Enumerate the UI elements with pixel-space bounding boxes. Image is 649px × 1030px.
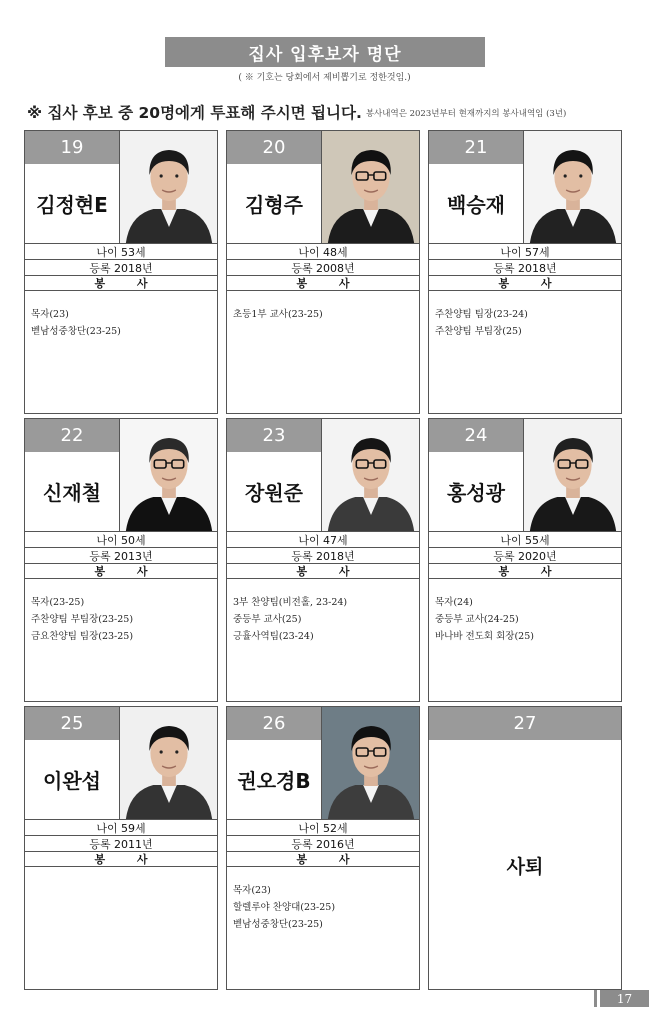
candidate-number: 27 xyxy=(429,707,621,740)
portrait-figure xyxy=(120,707,218,819)
candidate-name: 이완섭 xyxy=(43,769,101,793)
candidate-age: 나이 52세 xyxy=(227,819,419,835)
service-item: 초등1부 교사(23-25) xyxy=(233,309,323,320)
candidate-card-25 xyxy=(24,706,218,990)
service-list xyxy=(31,306,213,340)
page-number: 17 xyxy=(600,990,649,1007)
candidate-number: 23 xyxy=(227,419,321,452)
service-item: 주찬양팀 부팀장(25) xyxy=(435,326,522,337)
candidate-age: 나이 50세 xyxy=(25,531,217,547)
candidate-info xyxy=(227,243,419,291)
candidate-info xyxy=(227,819,419,867)
candidate-card-20 xyxy=(226,130,420,414)
portrait-figure xyxy=(322,419,420,531)
eye-right xyxy=(579,174,582,177)
candidate-info xyxy=(25,531,217,579)
candidate-name: 권오경B xyxy=(237,769,311,793)
candidate-photo xyxy=(119,707,218,819)
candidate-info xyxy=(25,819,217,867)
eye-right xyxy=(175,750,178,753)
eye-left xyxy=(160,750,163,753)
candidate-number: 20 xyxy=(227,131,321,164)
candidate-name: 백승재 xyxy=(447,193,505,217)
service-item: 주찬양팀 부팀장(23-25) xyxy=(31,614,134,625)
service-list xyxy=(233,594,415,645)
service-heading: 봉 사 xyxy=(25,563,217,579)
eye-left xyxy=(160,174,163,177)
candidate-number: 22 xyxy=(25,419,119,452)
candidate-info xyxy=(429,531,621,579)
portrait-figure xyxy=(322,707,420,819)
candidate-card-24 xyxy=(428,418,622,702)
candidate-registered: 등록 2018년 xyxy=(429,259,621,275)
service-item: 할렐루야 찬양대(23-25) xyxy=(233,902,336,913)
candidate-number: 25 xyxy=(25,707,119,740)
candidate-age: 나이 55세 xyxy=(429,531,621,547)
withdrawn-label: 사퇴 xyxy=(506,855,544,878)
candidate-card-26 xyxy=(226,706,420,990)
service-item: 목자(23) xyxy=(233,885,271,896)
service-heading: 봉 사 xyxy=(25,275,217,291)
service-heading: 봉 사 xyxy=(227,851,419,867)
candidate-card-19 xyxy=(24,130,218,414)
candidate-info xyxy=(429,243,621,291)
candidate-registered: 등록 2013년 xyxy=(25,547,217,563)
candidate-registered: 등록 2018년 xyxy=(25,259,217,275)
service-item: 벧남성중창단(23-25) xyxy=(31,326,121,337)
candidate-number: 26 xyxy=(227,707,321,740)
service-item: 목자(23) xyxy=(31,309,69,320)
candidate-name: 장원준 xyxy=(245,481,303,505)
candidate-age: 나이 47세 xyxy=(227,531,419,547)
candidate-number: 24 xyxy=(429,419,523,452)
service-list xyxy=(31,594,213,645)
candidate-number: 21 xyxy=(429,131,523,164)
service-list xyxy=(435,306,617,340)
candidate-registered: 등록 2008년 xyxy=(227,259,419,275)
service-list xyxy=(233,882,415,933)
eye-left xyxy=(564,174,567,177)
candidate-card-21 xyxy=(428,130,622,414)
candidate-info xyxy=(227,531,419,579)
service-item: 벧남성중창단(23-25) xyxy=(233,919,323,930)
service-heading: 봉 사 xyxy=(227,275,419,291)
service-item: 바나바 전도회 회장(25) xyxy=(435,631,534,642)
service-list xyxy=(435,594,617,645)
candidate-photo xyxy=(321,131,420,243)
candidate-registered: 등록 2011년 xyxy=(25,835,217,851)
portrait-figure xyxy=(524,131,622,243)
service-heading: 봉 사 xyxy=(227,563,419,579)
candidate-registered: 등록 2016년 xyxy=(227,835,419,851)
candidate-registered: 등록 2018년 xyxy=(227,547,419,563)
candidate-age: 나이 53세 xyxy=(25,243,217,259)
candidate-photo xyxy=(523,131,622,243)
candidate-photo xyxy=(321,419,420,531)
service-item: 금요찬양팀 팀장(23-25) xyxy=(31,631,134,642)
instruction-text: ※ 집사 후보 중 20명에게 투표해 주시면 됩니다. xyxy=(27,104,362,122)
candidate-name: 홍성광 xyxy=(447,481,505,505)
voting-instruction xyxy=(27,101,627,123)
service-list xyxy=(233,306,415,323)
service-item: 긍휼사역팀(23-24) xyxy=(233,631,314,642)
service-item: 목자(24) xyxy=(435,597,473,608)
service-heading: 봉 사 xyxy=(25,851,217,867)
portrait-figure xyxy=(120,419,218,531)
candidate-registered: 등록 2020년 xyxy=(429,547,621,563)
candidate-photo xyxy=(523,419,622,531)
portrait-figure xyxy=(524,419,622,531)
selection-note: ( ※ 기호는 당회에서 제비뽑기로 정한것임.) xyxy=(238,73,411,83)
service-item: 중등부 교사(25) xyxy=(233,614,302,625)
service-item: 주찬양팀 팀장(23-24) xyxy=(435,309,528,320)
page-title: 집사 입후보자 명단 xyxy=(165,37,485,67)
candidate-name: 김형주 xyxy=(245,193,303,217)
candidate-grid xyxy=(24,130,624,990)
service-item: 3부 찬양팀(비전홀, 23-24) xyxy=(233,597,348,608)
candidate-name: 신재철 xyxy=(43,481,101,505)
service-heading: 봉 사 xyxy=(429,275,621,291)
candidate-photo xyxy=(119,419,218,531)
candidate-card-23 xyxy=(226,418,420,702)
service-heading: 봉 사 xyxy=(429,563,621,579)
service-item: 중등부 교사(24-25) xyxy=(435,614,519,625)
candidate-number: 19 xyxy=(25,131,119,164)
service-item: 목자(23-25) xyxy=(31,597,85,608)
instruction-subnote: 봉사내역은 2023년부터 현재까지의 봉사내역임 (3년) xyxy=(365,109,567,119)
portrait-figure xyxy=(120,131,218,243)
candidate-name: 김정현E xyxy=(36,193,108,217)
candidate-age: 나이 48세 xyxy=(227,243,419,259)
candidate-age: 나이 57세 xyxy=(429,243,621,259)
eye-right xyxy=(175,174,178,177)
candidate-photo xyxy=(321,707,420,819)
portrait-figure xyxy=(322,131,420,243)
candidate-info xyxy=(25,243,217,291)
candidate-card-27 xyxy=(428,706,622,990)
candidate-photo xyxy=(119,131,218,243)
candidate-age: 나이 59세 xyxy=(25,819,217,835)
candidate-card-22 xyxy=(24,418,218,702)
